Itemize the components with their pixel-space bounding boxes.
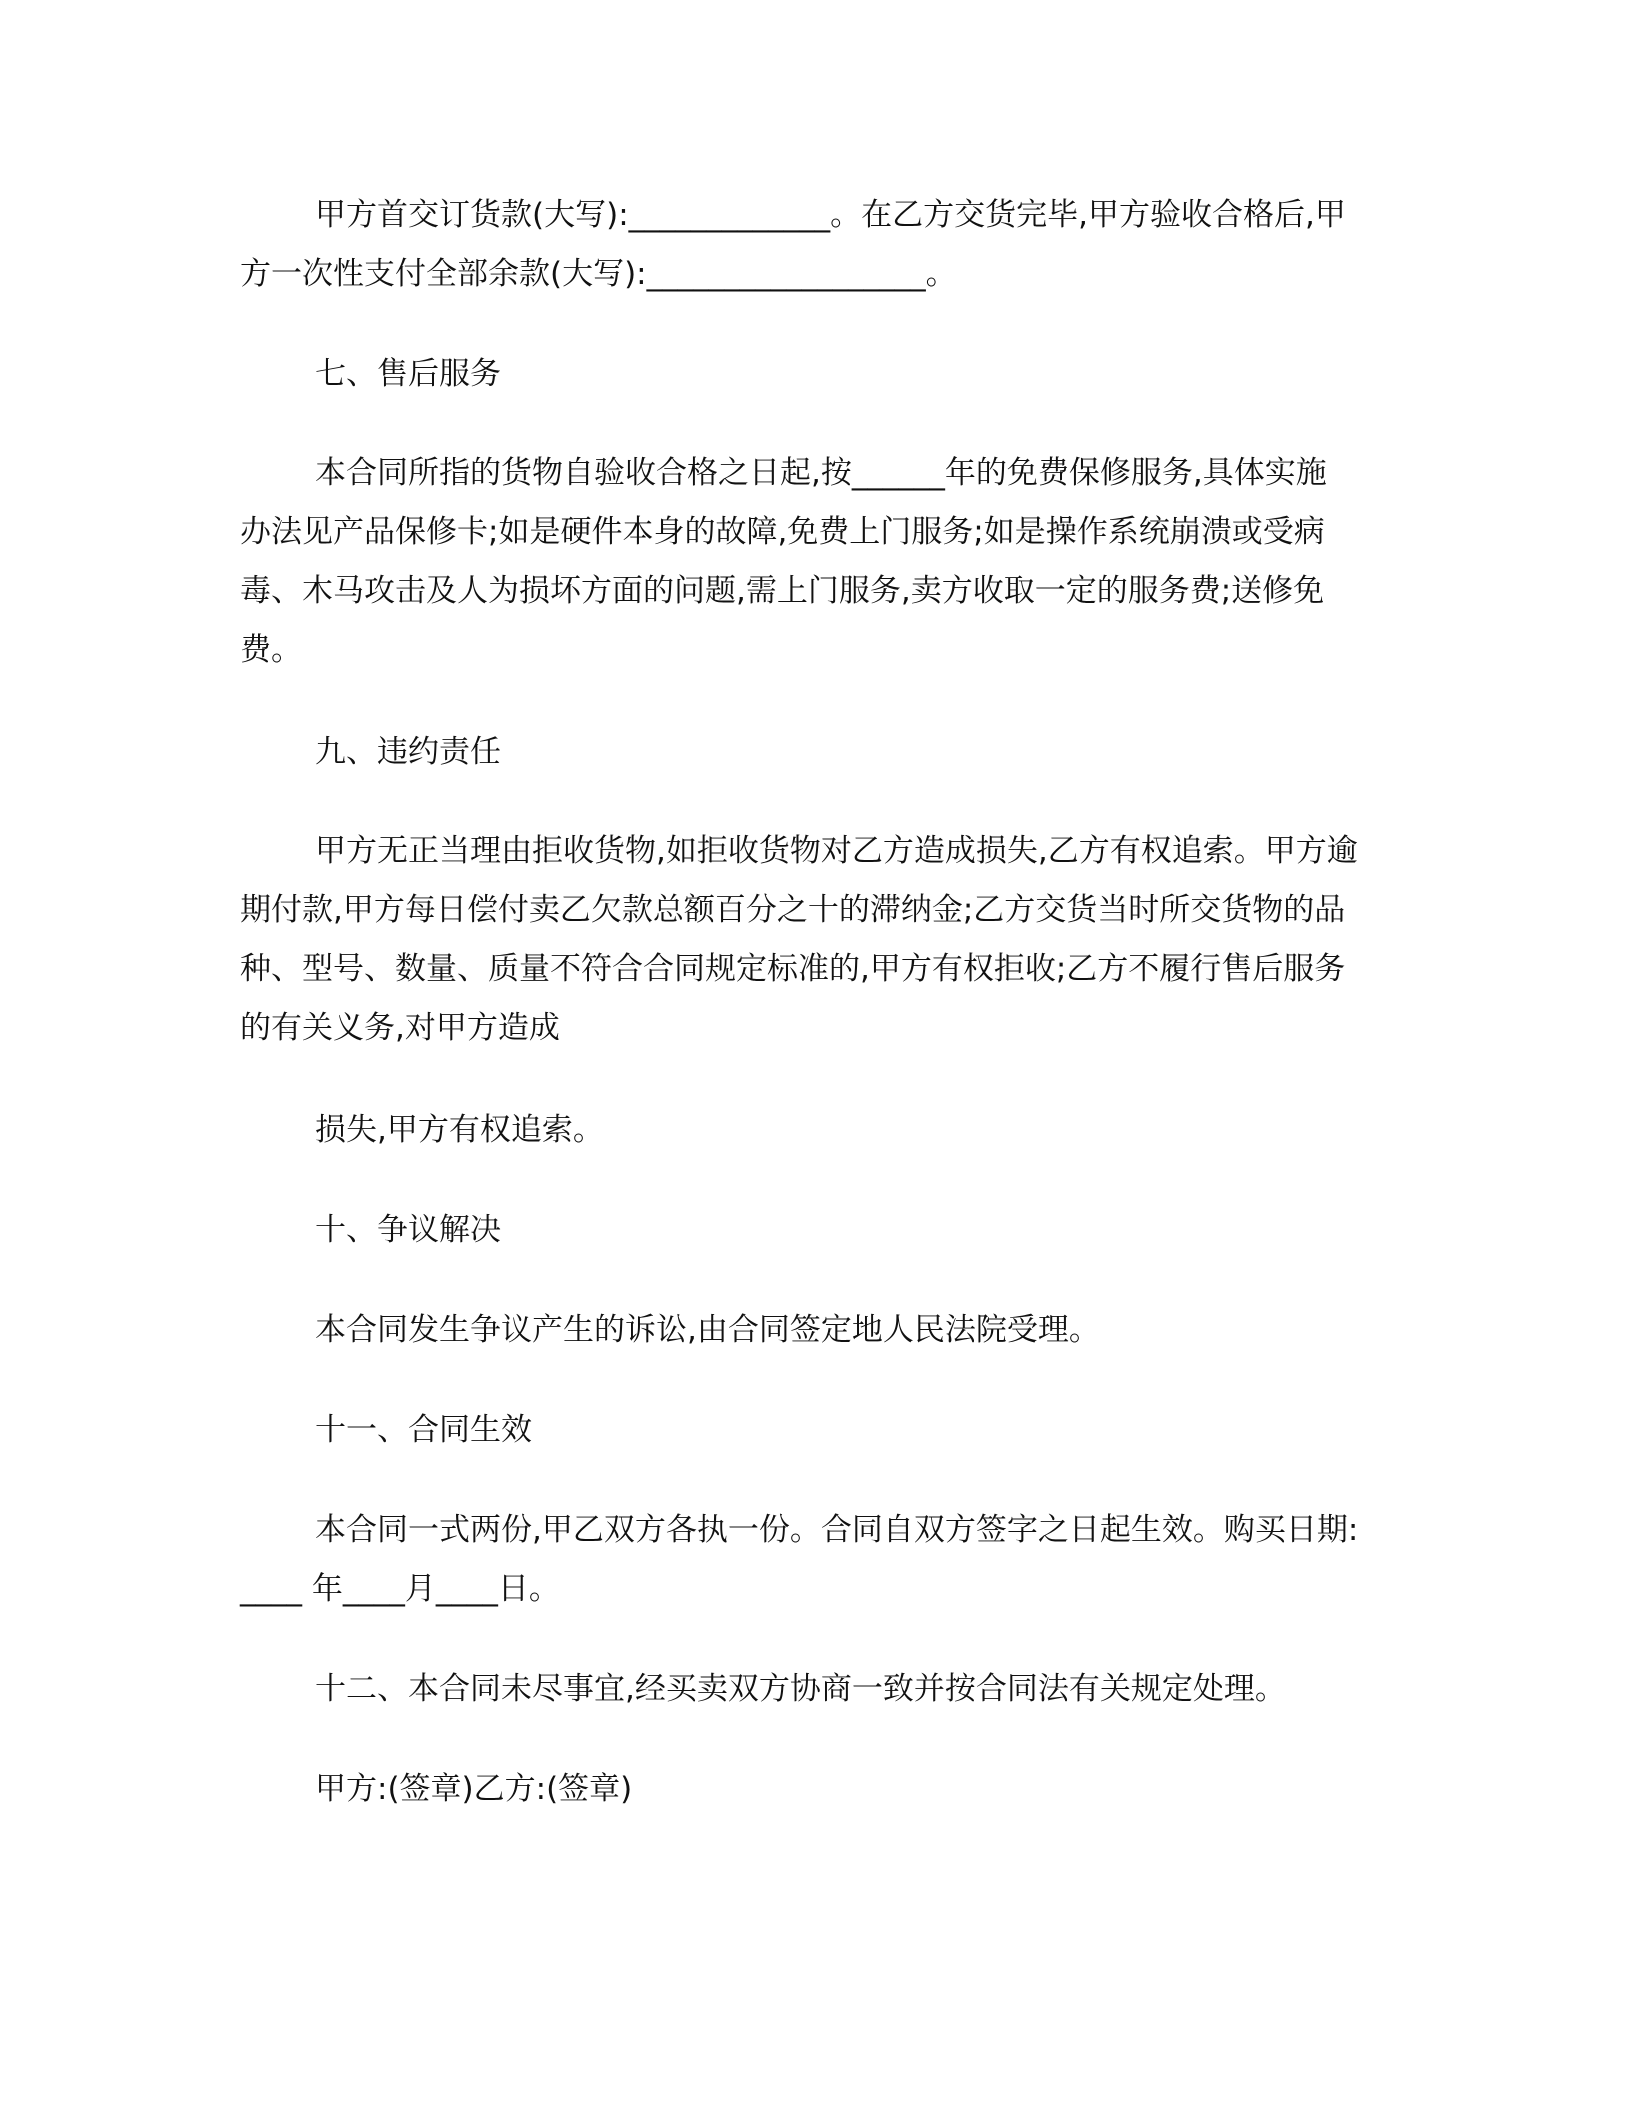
after-sales-line-4: 费。 <box>240 632 302 668</box>
effect-line-2: ____ 年____月____日。 <box>240 1571 560 1607</box>
effect-paragraph <box>240 1501 1390 1619</box>
section-10-heading: 十、争议解决 <box>315 1212 501 1248</box>
liability-continuation: 损失,甲方有权追索。 <box>315 1112 604 1148</box>
liability-line-3: 种、型号、数量、质量不符合合同规定标准的,甲方有权拒收;乙方不履行售后服务 <box>240 951 1346 987</box>
after-sales-line-1: 本合同所指的货物自验收合格之日起,按______年的免费保修服务,具体实施 <box>315 455 1327 491</box>
effect-line-1: 本合同一式两份,甲乙双方各执一份。合同自双方签字之日起生效。购买日期: <box>315 1512 1359 1548</box>
section-11-heading: 十一、合同生效 <box>315 1412 532 1448</box>
liability-paragraph <box>240 822 1390 1058</box>
section-9-heading: 九、违约责任 <box>315 734 501 770</box>
liability-line-2: 期付款,甲方每日偿付卖乙欠款总额百分之十的滞纳金;乙方交货当时所交货物的品 <box>240 892 1346 928</box>
after-sales-paragraph <box>240 444 1390 680</box>
after-sales-line-2: 办法见产品保修卡;如是硬件本身的故障,免费上门服务;如是操作系统崩溃或受病 <box>240 514 1325 550</box>
dispute-paragraph: 本合同发生争议产生的诉讼,由合同签定地人民法院受理。 <box>315 1312 1100 1348</box>
payment-line-2: 方一次性支付全部余款(大写):__________________。 <box>240 256 957 292</box>
after-sales-line-3: 毒、木马攻击及人为损坏方面的问题,需上门服务,卖方收取一定的服务费;送修免 <box>240 573 1325 609</box>
liability-line-1: 甲方无正当理由拒收货物,如拒收货物对乙方造成损失,乙方有权追索。甲方逾 <box>315 833 1358 869</box>
section-12-heading: 十二、本合同未尽事宜,经买卖双方协商一致并按合同法有关规定处理。 <box>315 1671 1286 1707</box>
liability-line-4: 的有关义务,对甲方造成 <box>240 1010 560 1046</box>
section-7-heading: 七、售后服务 <box>315 356 501 392</box>
payment-paragraph <box>240 186 1390 304</box>
signature-line: 甲方:(签章)乙方:(签章) <box>315 1771 633 1807</box>
payment-line-1: 甲方首交订货款(大写):_____________。在乙方交货完毕,甲方验收合格后,甲 <box>315 197 1346 233</box>
